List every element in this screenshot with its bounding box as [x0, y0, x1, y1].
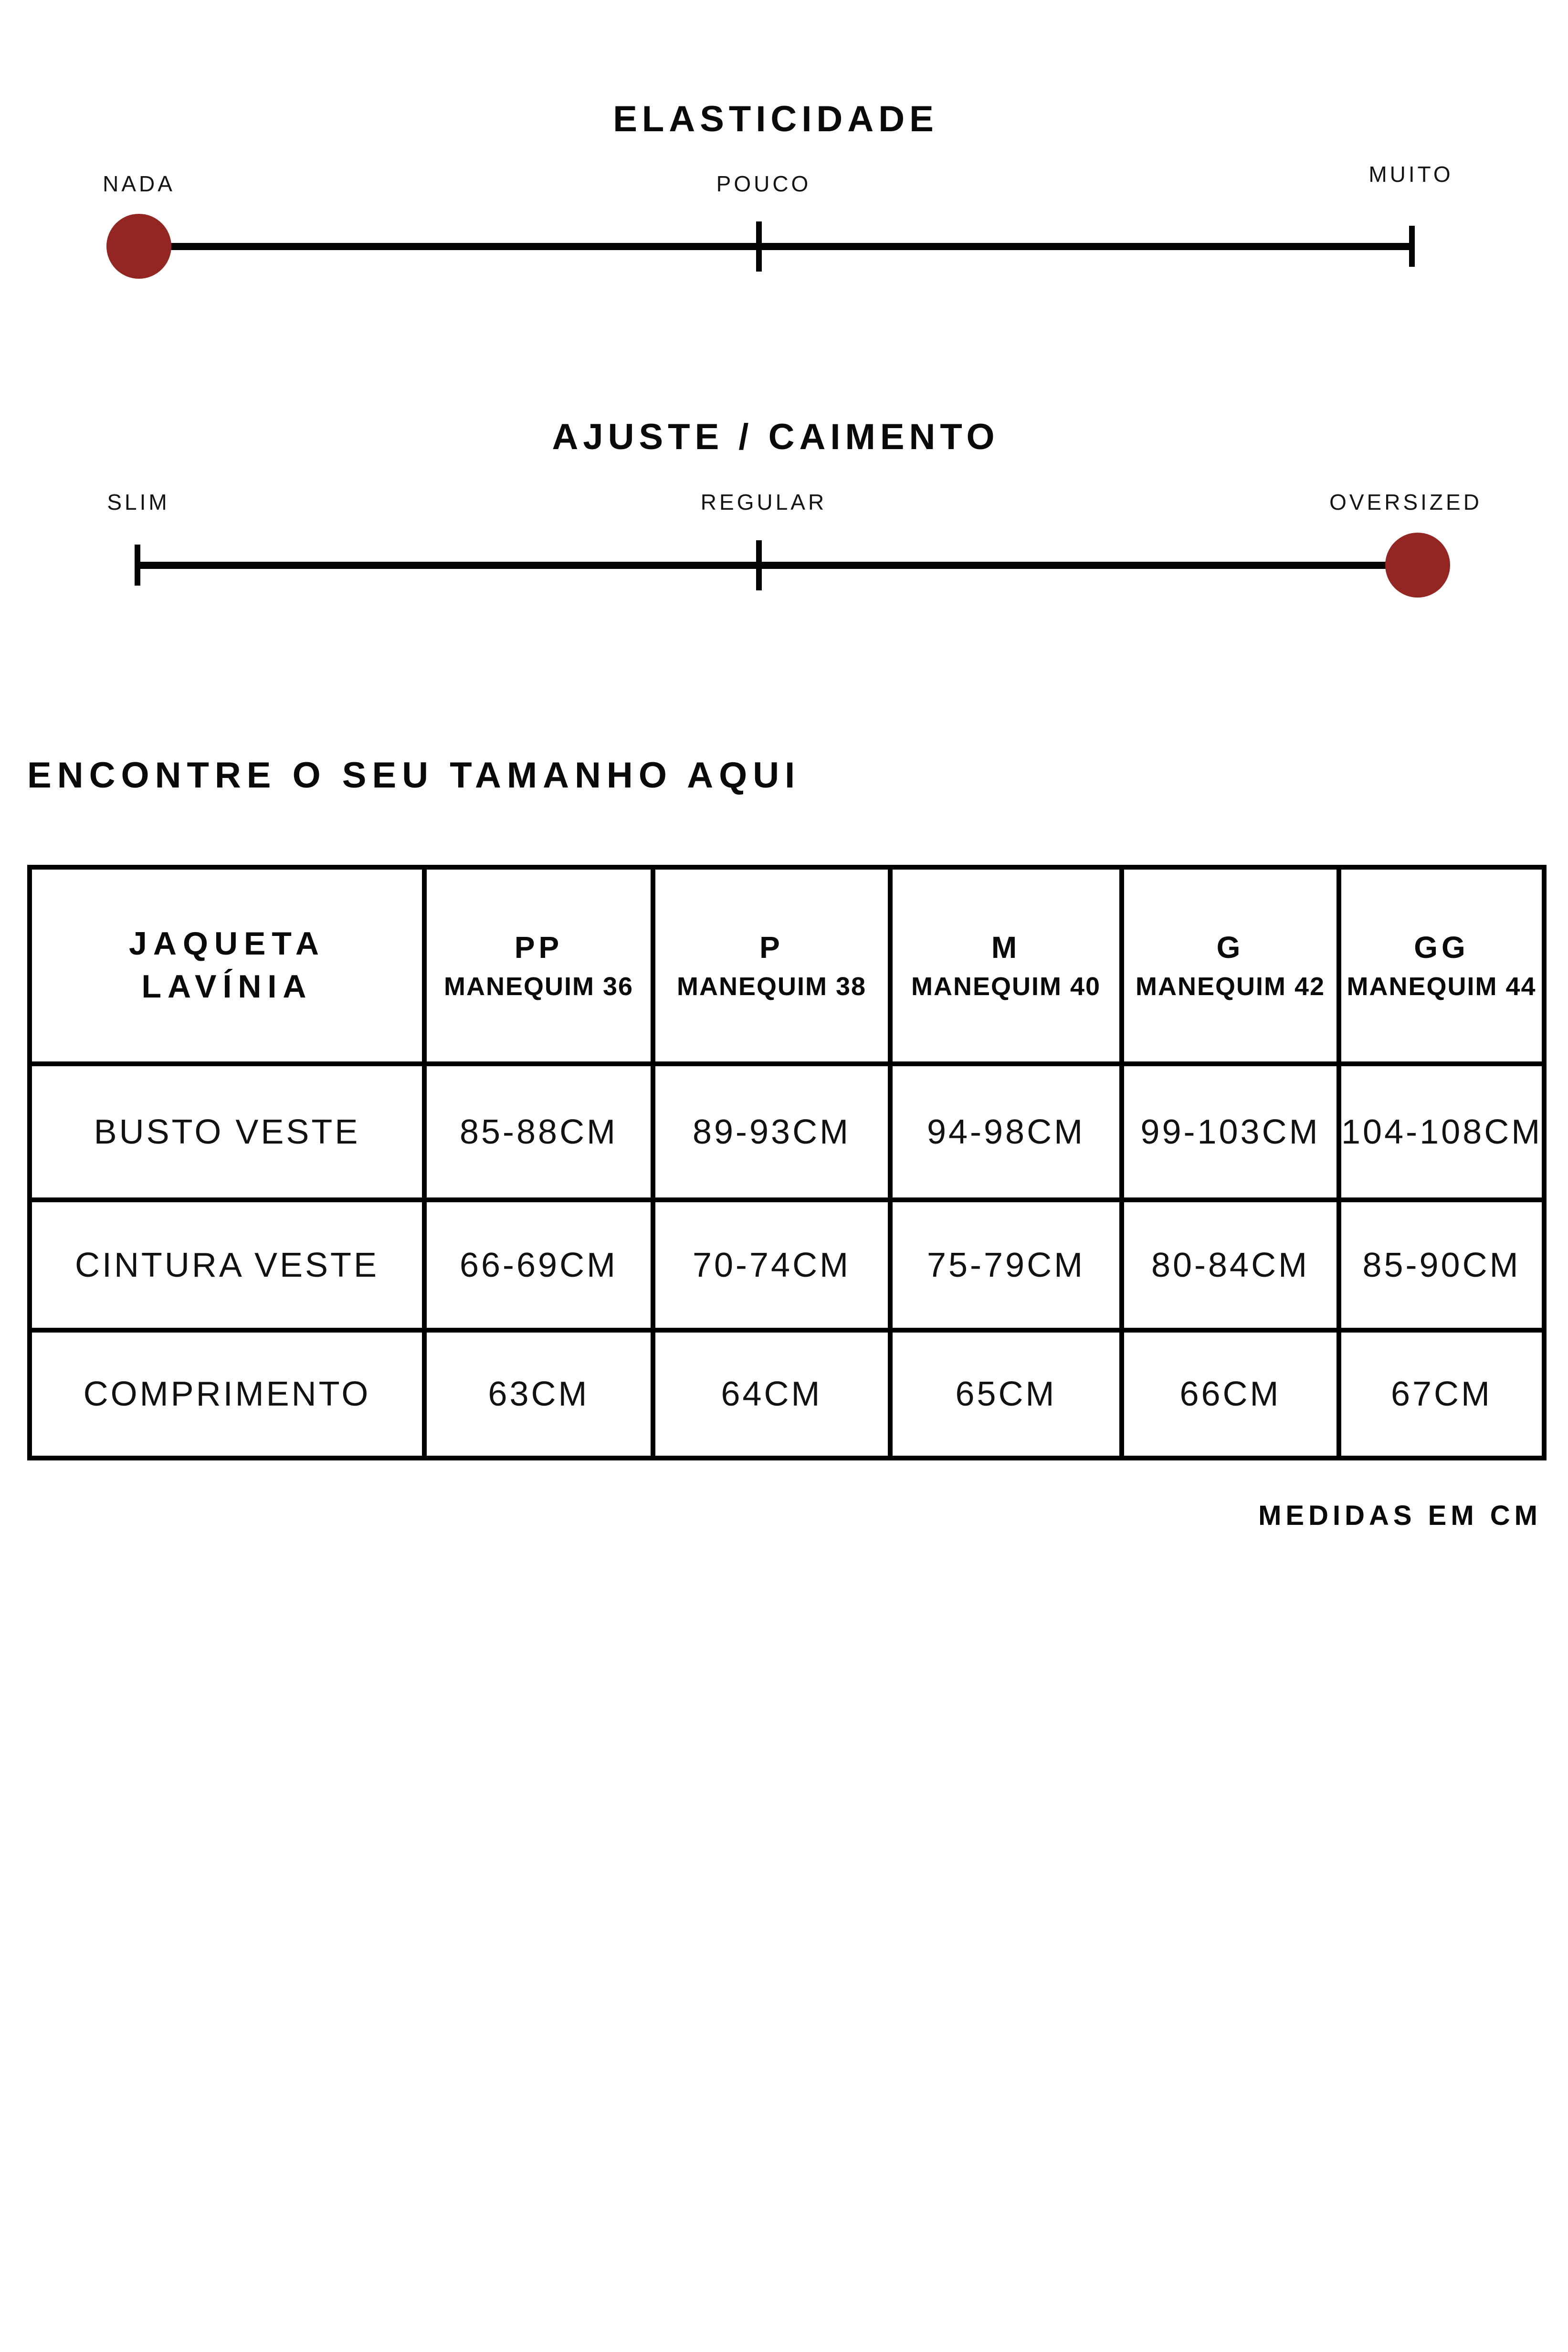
size-table-header-row — [30, 867, 1544, 1064]
comprimento-value-pp: 63CM — [424, 1330, 653, 1458]
find-your-size-heading: ENCONTRE O SEU TAMANHO AQUI — [27, 755, 801, 796]
size-table — [27, 865, 1547, 1460]
table-row-comprimento — [30, 1330, 1544, 1458]
comprimento-value-m: 65CM — [890, 1330, 1122, 1458]
busto-value-p: 89-93CM — [653, 1064, 890, 1200]
fit-slider-track — [137, 562, 1418, 569]
size-letter: GG — [1414, 930, 1469, 965]
comprimento-value-gg: 67CM — [1339, 1330, 1544, 1458]
cintura-value-pp: 66-69CM — [424, 1200, 653, 1330]
cintura-value-p: 70-74CM — [653, 1200, 890, 1330]
busto-value-g: 99-103CM — [1122, 1064, 1339, 1200]
elasticity-slider-end-tick — [1409, 226, 1415, 267]
size-letter: G — [1216, 930, 1244, 965]
fit-label-slim: SLIM — [107, 490, 170, 514]
comprimento-value-g: 66CM — [1122, 1330, 1339, 1458]
product-name-cell — [30, 867, 424, 1064]
cintura-value-g: 80-84CM — [1122, 1200, 1339, 1330]
product-name-line1: JAQUETA — [129, 925, 325, 962]
cintura-value-gg: 85-90CM — [1339, 1200, 1544, 1330]
fit-slider-mid-tick — [756, 540, 762, 590]
comprimento-value-p: 64CM — [653, 1330, 890, 1458]
busto-value-gg: 104-108CM — [1339, 1064, 1544, 1200]
busto-value-pp: 85-88CM — [424, 1064, 653, 1200]
size-header-gg — [1339, 867, 1544, 1064]
size-letter: P — [759, 930, 784, 965]
elasticity-slider-mid-tick — [756, 221, 762, 272]
fit-label-oversized: OVERSIZED — [1329, 490, 1482, 514]
size-header-m — [890, 867, 1122, 1064]
elasticity-label-pouco: POUCO — [716, 171, 811, 196]
elasticity-slider-dot — [106, 214, 171, 279]
elasticity-slider-track — [139, 243, 1412, 250]
product-name-line2: LAVÍNIA — [141, 968, 313, 1005]
size-manequim: MANEQUIM 44 — [1347, 972, 1536, 1001]
busto-value-m: 94-98CM — [890, 1064, 1122, 1200]
fit-slider-dot — [1385, 533, 1450, 598]
size-header-p — [653, 867, 890, 1064]
elasticity-label-muito: MUITO — [1368, 162, 1453, 187]
size-letter: PP — [514, 930, 563, 965]
table-row-busto — [30, 1064, 1544, 1200]
row-label-cintura: CINTURA VESTE — [30, 1200, 424, 1330]
table-row-cintura — [30, 1200, 1544, 1330]
measurements-unit-note: MEDIDAS EM CM — [1258, 1500, 1542, 1531]
fit-title: AJUSTE / CAIMENTO — [552, 417, 1000, 457]
fit-label-regular: REGULAR — [700, 490, 827, 514]
size-manequim: MANEQUIM 40 — [911, 972, 1101, 1001]
size-header-pp — [424, 867, 653, 1064]
elasticity-title: ELASTICIDADE — [613, 99, 938, 139]
fit-slider-start-tick — [135, 545, 140, 586]
size-letter: M — [991, 930, 1021, 965]
size-manequim: MANEQUIM 36 — [443, 972, 634, 1001]
row-label-comprimento: COMPRIMENTO — [30, 1330, 424, 1458]
elasticity-label-nada: NADA — [103, 171, 175, 196]
size-manequim: MANEQUIM 42 — [1135, 972, 1326, 1001]
row-label-busto: BUSTO VESTE — [30, 1064, 424, 1200]
cintura-value-m: 75-79CM — [890, 1200, 1122, 1330]
size-header-g — [1122, 867, 1339, 1064]
size-manequim: MANEQUIM 38 — [676, 972, 867, 1001]
